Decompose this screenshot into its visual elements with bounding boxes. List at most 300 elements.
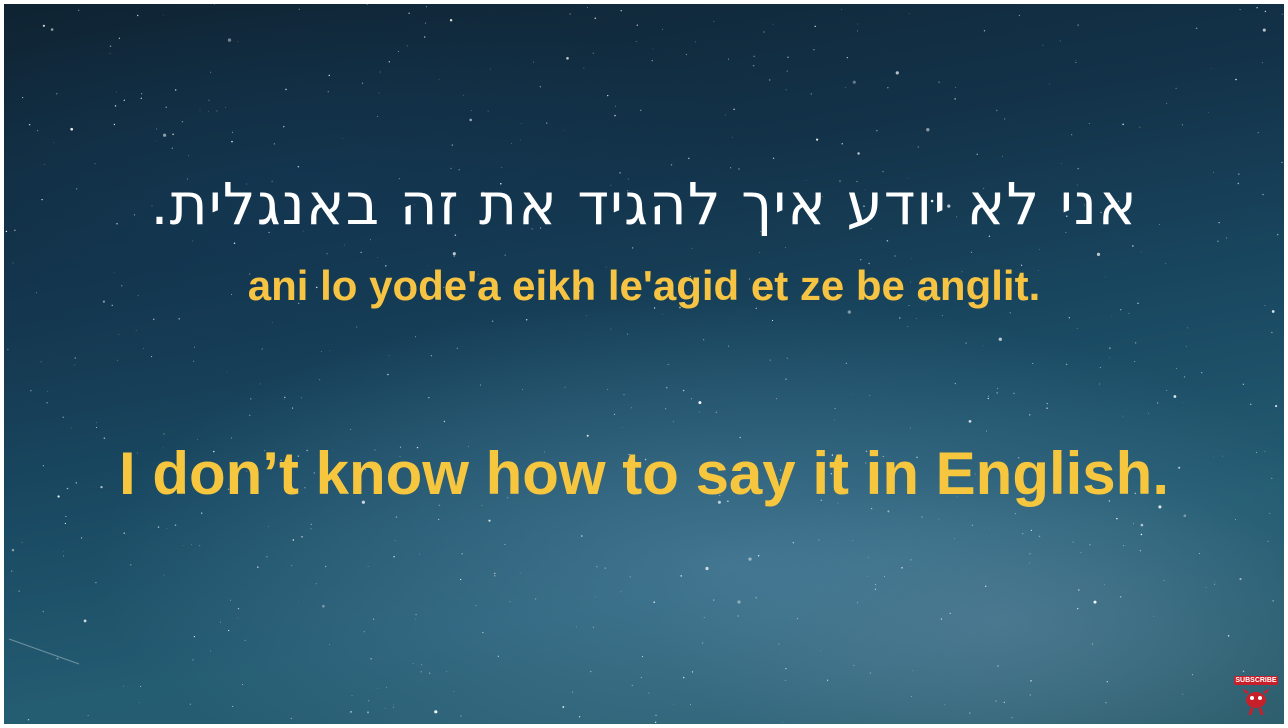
star: [1263, 29, 1266, 32]
star: [662, 29, 663, 30]
star: [377, 116, 378, 117]
star: [95, 582, 96, 583]
star: [453, 255, 455, 257]
star: [194, 347, 195, 348]
star: [494, 573, 495, 574]
star: [868, 557, 869, 558]
star: [504, 544, 505, 545]
star: [631, 407, 632, 408]
star: [188, 155, 189, 156]
star: [526, 319, 527, 320]
star: [1069, 317, 1070, 318]
star: [1141, 524, 1144, 527]
star: [494, 575, 496, 577]
star: [637, 25, 638, 26]
star: [1141, 252, 1142, 253]
star: [356, 327, 357, 328]
star: [476, 605, 477, 606]
star: [393, 707, 394, 708]
star: [29, 124, 31, 126]
star: [1049, 84, 1050, 85]
star: [352, 695, 353, 696]
star: [683, 677, 685, 679]
star: [362, 83, 363, 84]
star: [884, 576, 885, 577]
star: [816, 139, 818, 141]
star: [1157, 402, 1158, 403]
star: [811, 93, 813, 95]
star: [1073, 541, 1074, 542]
star: [364, 631, 365, 632]
star: [1089, 123, 1090, 124]
star: [533, 62, 534, 63]
star: [692, 248, 693, 249]
star: [704, 617, 705, 618]
star: [1031, 530, 1032, 531]
star: [398, 51, 399, 52]
star: [182, 545, 183, 546]
star: [22, 542, 23, 543]
star: [857, 31, 858, 32]
star: [748, 557, 751, 560]
star: [136, 330, 137, 331]
star: [124, 100, 125, 101]
star: [857, 24, 858, 25]
star: [342, 138, 343, 139]
star: [821, 650, 822, 651]
star: [1066, 364, 1068, 366]
star: [1175, 88, 1176, 89]
star: [572, 692, 573, 693]
star: [1107, 681, 1108, 682]
star: [1217, 241, 1218, 242]
star: [37, 130, 38, 131]
star: [172, 134, 174, 136]
star: [787, 358, 788, 359]
star: [965, 342, 966, 343]
subscribe-button[interactable]: [1234, 674, 1278, 718]
star: [535, 598, 536, 599]
star: [1123, 416, 1124, 417]
star: [818, 539, 819, 540]
star: [232, 706, 233, 707]
star: [11, 571, 12, 572]
star: [1235, 519, 1236, 520]
star: [835, 408, 836, 409]
star: [686, 54, 687, 55]
star: [1243, 384, 1244, 385]
star: [971, 252, 972, 253]
star: [688, 158, 689, 159]
hebrew-caption: אני לא יודע איך להגיד את זה באנגלית.: [150, 170, 1138, 238]
star: [887, 510, 889, 512]
star: [426, 6, 427, 7]
star: [680, 575, 682, 577]
star: [139, 702, 140, 703]
star: [1262, 62, 1263, 63]
star: [692, 671, 693, 672]
star: [1240, 9, 1241, 10]
star: [488, 520, 490, 522]
star: [431, 355, 432, 356]
star: [683, 390, 685, 392]
star: [1272, 600, 1273, 601]
star: [216, 110, 217, 111]
star: [228, 38, 231, 41]
star: [1029, 563, 1030, 564]
star: [463, 95, 464, 96]
star: [1173, 395, 1176, 398]
star: [452, 145, 453, 146]
star: [387, 374, 389, 376]
star: [1122, 124, 1123, 125]
star: [1105, 702, 1106, 703]
star: [713, 21, 714, 22]
star: [1206, 587, 1207, 588]
star: [611, 329, 612, 330]
star: [257, 566, 259, 568]
star: [158, 526, 159, 527]
star: [579, 716, 580, 717]
star: [75, 357, 76, 358]
star: [758, 555, 759, 556]
star: [274, 143, 275, 144]
star: [238, 41, 239, 42]
star: [407, 46, 408, 47]
star: [1166, 103, 1167, 104]
star: [941, 618, 943, 620]
star: [293, 539, 295, 541]
star: [894, 255, 895, 256]
star: [78, 10, 79, 11]
star: [482, 632, 483, 633]
star: [511, 143, 512, 144]
star: [1077, 328, 1078, 329]
star: [632, 247, 633, 248]
star: [841, 9, 842, 10]
star: [175, 89, 176, 90]
star: [260, 384, 261, 385]
star: [671, 164, 672, 165]
star: [896, 71, 899, 74]
star: [415, 614, 417, 616]
star: [1046, 408, 1047, 409]
star: [988, 396, 989, 397]
star: [901, 567, 903, 569]
star: [119, 38, 120, 39]
star: [595, 17, 597, 19]
star: [846, 363, 847, 364]
star: [907, 326, 908, 327]
star: [310, 528, 311, 529]
star: [1039, 249, 1040, 250]
star: [119, 334, 120, 335]
star: [725, 115, 726, 116]
star: [576, 626, 577, 627]
star: [434, 710, 437, 713]
star: [74, 365, 75, 366]
star: [1272, 310, 1275, 313]
star: [834, 420, 835, 421]
star: [1047, 403, 1048, 404]
star: [827, 680, 828, 681]
star: [438, 519, 439, 520]
star: [988, 398, 989, 399]
star: [640, 110, 641, 111]
star: [853, 395, 854, 396]
star: [56, 93, 57, 94]
star: [389, 61, 390, 62]
star: [1029, 553, 1030, 554]
star: [1019, 15, 1020, 16]
star: [329, 644, 330, 645]
star: [65, 516, 66, 517]
star: [1186, 346, 1187, 347]
star: [156, 129, 157, 130]
star: [396, 516, 398, 518]
star: [272, 322, 273, 323]
star: [457, 348, 458, 349]
star: [325, 566, 326, 567]
star: [698, 401, 701, 404]
star: [641, 677, 642, 678]
star: [942, 315, 943, 316]
star: [887, 240, 889, 242]
star: [344, 245, 345, 246]
video-stage[interactable]: [4, 4, 1284, 724]
star: [419, 554, 420, 555]
star: [461, 716, 462, 717]
star: [1089, 544, 1091, 546]
star: [733, 109, 734, 110]
star: [1184, 376, 1185, 377]
star: [167, 528, 168, 529]
star: [421, 671, 422, 672]
star: [301, 398, 302, 399]
star: [876, 130, 877, 131]
star: [166, 107, 167, 108]
star: [373, 619, 374, 620]
star: [738, 615, 739, 616]
star: [666, 387, 667, 388]
star: [754, 56, 755, 57]
star: [1176, 368, 1177, 369]
star: [210, 650, 211, 651]
star: [1192, 674, 1193, 675]
star: [662, 314, 663, 315]
star: [1214, 584, 1215, 585]
star: [191, 544, 192, 545]
star: [870, 672, 871, 673]
star: [22, 97, 23, 98]
star: [164, 575, 165, 576]
star: [584, 68, 585, 69]
star: [190, 703, 191, 704]
meteor-streak: [9, 639, 79, 664]
star: [153, 319, 154, 320]
star: [117, 360, 118, 361]
star: [194, 636, 195, 637]
star: [860, 259, 861, 260]
star: [1061, 163, 1062, 164]
star: [299, 9, 300, 10]
star: [322, 605, 325, 608]
star: [566, 57, 569, 60]
star: [140, 686, 141, 687]
star: [250, 398, 251, 399]
star: [446, 671, 447, 672]
star: [848, 310, 851, 313]
star: [114, 124, 115, 125]
star: [875, 589, 876, 590]
star: [593, 627, 594, 628]
star: [997, 665, 998, 666]
star: [1077, 608, 1078, 609]
star: [955, 87, 956, 88]
star: [1078, 589, 1080, 591]
star: [590, 671, 591, 672]
star: [787, 56, 789, 58]
star: [298, 166, 299, 167]
star: [813, 49, 814, 50]
star: [1011, 717, 1012, 718]
star: [1201, 372, 1202, 373]
star: [393, 705, 394, 706]
star: [728, 346, 729, 347]
star: [151, 356, 152, 357]
star: [910, 559, 911, 560]
star: [234, 242, 236, 244]
star: [773, 24, 774, 25]
star: [673, 421, 674, 422]
star: [1183, 514, 1186, 517]
english-caption: I don’t know how to say it in English.: [119, 440, 1169, 507]
star: [284, 399, 285, 400]
star: [510, 601, 511, 602]
star: [163, 15, 164, 16]
star: [630, 576, 631, 577]
star: [377, 257, 378, 258]
star: [815, 26, 816, 27]
star: [785, 247, 786, 248]
star: [19, 591, 20, 592]
star: [969, 420, 972, 423]
star: [1004, 702, 1005, 703]
star: [292, 408, 293, 409]
star: [123, 686, 124, 687]
star: [632, 685, 633, 686]
star: [787, 71, 788, 72]
star: [909, 13, 910, 14]
star: [918, 146, 919, 147]
star: [1075, 62, 1076, 63]
star: [200, 110, 201, 111]
star: [977, 154, 978, 155]
star: [1135, 342, 1136, 343]
star: [178, 318, 180, 320]
star: [110, 53, 111, 54]
star: [413, 663, 414, 664]
star: [214, 4, 215, 5]
star: [755, 597, 756, 598]
star: [563, 130, 564, 131]
star: [520, 140, 521, 141]
star: [546, 123, 547, 124]
star: [1060, 41, 1061, 42]
mascot-icon: [1240, 686, 1272, 716]
star: [581, 535, 583, 537]
star: [378, 688, 379, 689]
star: [367, 711, 369, 713]
star: [47, 391, 48, 392]
star: [408, 13, 409, 14]
star: [627, 333, 628, 334]
star: [782, 722, 783, 723]
star: [208, 111, 209, 112]
star: [655, 722, 656, 723]
star: [1148, 413, 1149, 414]
star: [776, 398, 777, 399]
star: [695, 42, 696, 43]
star: [1250, 404, 1251, 405]
star: [155, 140, 156, 141]
star: [1208, 112, 1209, 113]
star: [778, 643, 779, 644]
star: [1182, 124, 1183, 125]
star: [1183, 402, 1184, 403]
star: [773, 158, 774, 159]
star: [1097, 253, 1100, 256]
star: [785, 379, 786, 380]
star: [926, 128, 929, 131]
star: [847, 57, 848, 58]
star: [1076, 60, 1077, 61]
star: [1267, 541, 1268, 542]
star: [842, 143, 843, 144]
star: [1140, 127, 1141, 128]
star: [367, 4, 368, 5]
star: [772, 320, 773, 321]
star: [623, 394, 624, 395]
star: [586, 315, 587, 316]
star: [488, 111, 489, 112]
star: [70, 128, 73, 131]
star: [1134, 361, 1135, 362]
star: [983, 346, 984, 347]
star: [130, 564, 131, 565]
star: [984, 30, 985, 31]
star: [424, 36, 426, 38]
star: [605, 567, 606, 568]
star: [673, 704, 674, 705]
star: [210, 72, 211, 73]
star: [595, 597, 596, 598]
star: [124, 533, 125, 534]
star: [231, 141, 233, 143]
star: [230, 600, 231, 601]
star: [521, 123, 522, 124]
star: [291, 718, 292, 719]
star: [193, 361, 194, 362]
star: [621, 592, 622, 593]
star: [1104, 584, 1105, 585]
star: [997, 388, 998, 389]
star: [1109, 348, 1110, 349]
star: [587, 435, 589, 437]
star: [607, 95, 608, 96]
star: [1081, 552, 1082, 553]
star: [985, 586, 986, 587]
